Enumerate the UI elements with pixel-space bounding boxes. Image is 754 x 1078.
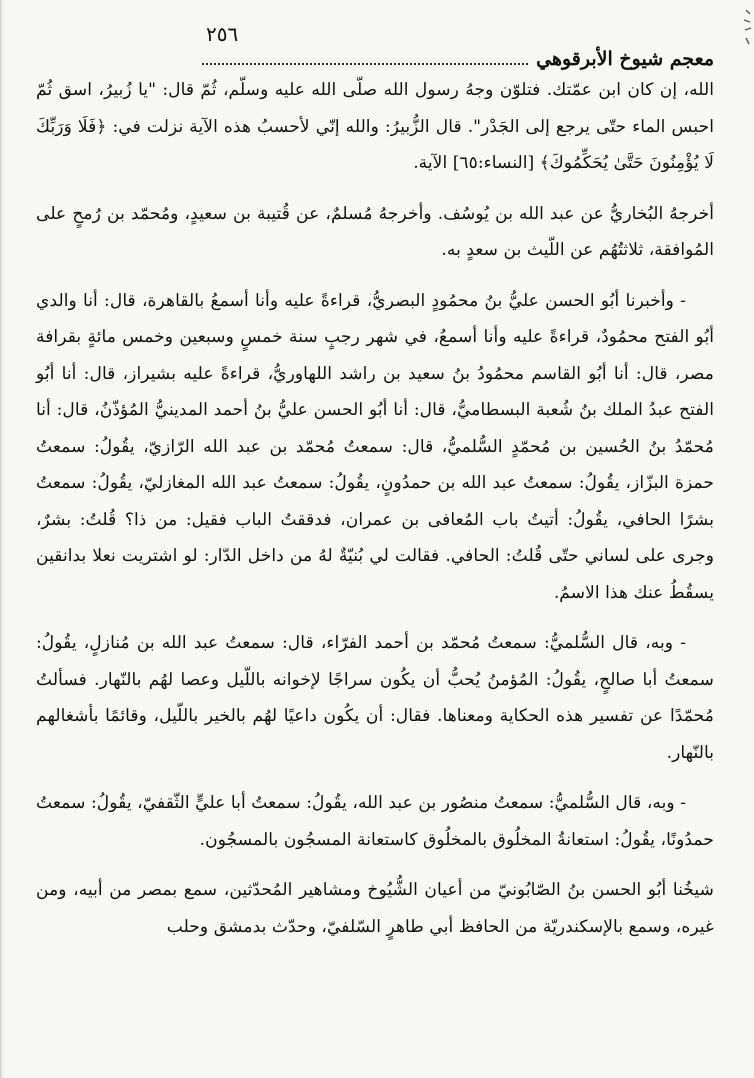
paragraph-bishr-narration: - وأخبرنا أبُو الحسن عليُّ بنُ محمُودٍ البصريُّ، قراءةً عليه وأنا أسمعُ بالقاهرة، قال: أنا والدي أبُو الفتح محمُودٌ، قراءةً عليه وأنا أسمعُ، في شهر رجبٍ سنة خمسٍ وسبعين وخمس مائةٍ بقرافة مصر، قال: أنا أبُو القاسم محمُودُ بنُ سعيد بن راشد اللهاوريُّ، قراءةً عليه بشيراز، قال: أنا أبُو الفتح عبدُ الملك بنُ شُعبة البسطاميُّ، قال: أنا أبُو الحسن عليُّ بنُ أحمد المدينيُّ المُؤذّنُ، قال: أنا مُحمّدُ بنُ الحُسين بن مُحمّدٍ السُّلميُّ، قال: سمعتُ مُحمّد بن عبد الله الرّازيّ، يقُولُ: سمعتُ حمزة البزّاز، يقُولُ: سمعتُ عبد الله بن حمدُونٍ، يقُولُ: سمعتُ عبد الله المغازليّ، يقُولُ: سمعتُ بشرًا الحافي، يقُولُ: أتيتُ باب المُعافى بن عمران، فدققتُ الباب فقيل: من ذا؟ قُلتُ: بشرٌ، وجرى على لساني حتّى قُلتُ: الحافي. فقالت لي بُنيّةٌ لهُ من داخل الدّار: لو اشتريت نعلا بدانقين يسقُطُ عنك هذا الاسمُ. (36, 290, 714, 603)
running-head (52, 22, 714, 72)
paragraph-shaykh-biography: شيخُنا أبُو الحسن بنُ الصّابُونيّ من أعيان الشُّيُوخ ومشاهير المُحدّثين، سمع بمصر من أبيه، ومن غيره، وسمع بالإسكندريّة من الحافظ أبي طاهرٍ السّلفيّ، وحدّث بدمشق وحلب (36, 880, 714, 937)
book-title: معجم شيوخ الأبرقوهي (536, 48, 714, 70)
paragraph-takhrij: أخرجهُ البُخاريُّ عن عبد الله بن يُوسُف. وأخرجهُ مُسلمٌ، عن قُتيبة بن سعيدٍ، ومُحمّد بن رُمحٍ على المُوافقة، ثلاثتُهُم عن اللّيث بن سعدٍ به. (36, 203, 714, 260)
paragraph-hamdun-narration: - وبه، قال السُّلميُّ: سمعتُ منصُور بن عبد الله، يقُولُ: سمعتُ أبا عليٍّ الثّقفيّ، يقُولُ: سمعتُ حمدُونًا، يقُولُ: استعانةُ المخلُوق بالمخلُوق كاستعانة المسجُون بالمسجُون. (36, 793, 714, 850)
page-edge-shadow (0, 0, 3, 1078)
header-dotted-leader (202, 63, 528, 65)
page-number: ٢٥٦ (206, 22, 239, 46)
text-body (36, 72, 714, 945)
paragraph-abu-salih-narration: - وبه، قال السُّلميُّ: سمعتُ مُحمّد بن أحمد الفرّاء، قال: سمعتُ عبد الله بن مُنازلٍ، يقُولُ: سمعتُ أبا صالحٍ، يقُولُ: المُؤمنُ يُحبُّ أن يكُون سراجًا لإخوانه باللّيل وعصا لهُم بالنّهار. فسألتُ مُحمّدًا عن تفسير هذه الحكاية ومعناها. فقال: أن يكُون داعيًا لهُم بالخير باللّيل، وقائمًا بأشغالهم بالنّهار. (36, 633, 714, 763)
paragraph-hadith-ending: الله، إن كان ابن عمّتك. فتلوّن وجهُ رسول الله صلّى الله عليه وسلّم، ثُمّ قال: "يا زُبيرُ، اسق ثُمّ احبس الماء حتّى يرجع إلى الجَدْر". قال الزُّبيرُ: والله إنّي لأحسبُ هذه الآية نزلت في: ﴿فَلَا وَرَبِّكَ لَا يُؤْمِنُونَ حَتَّىٰ يُحَكِّمُوكَ﴾ [النساء:٦٥] الآية. (36, 80, 714, 173)
page-edge-marks (740, 8, 752, 48)
